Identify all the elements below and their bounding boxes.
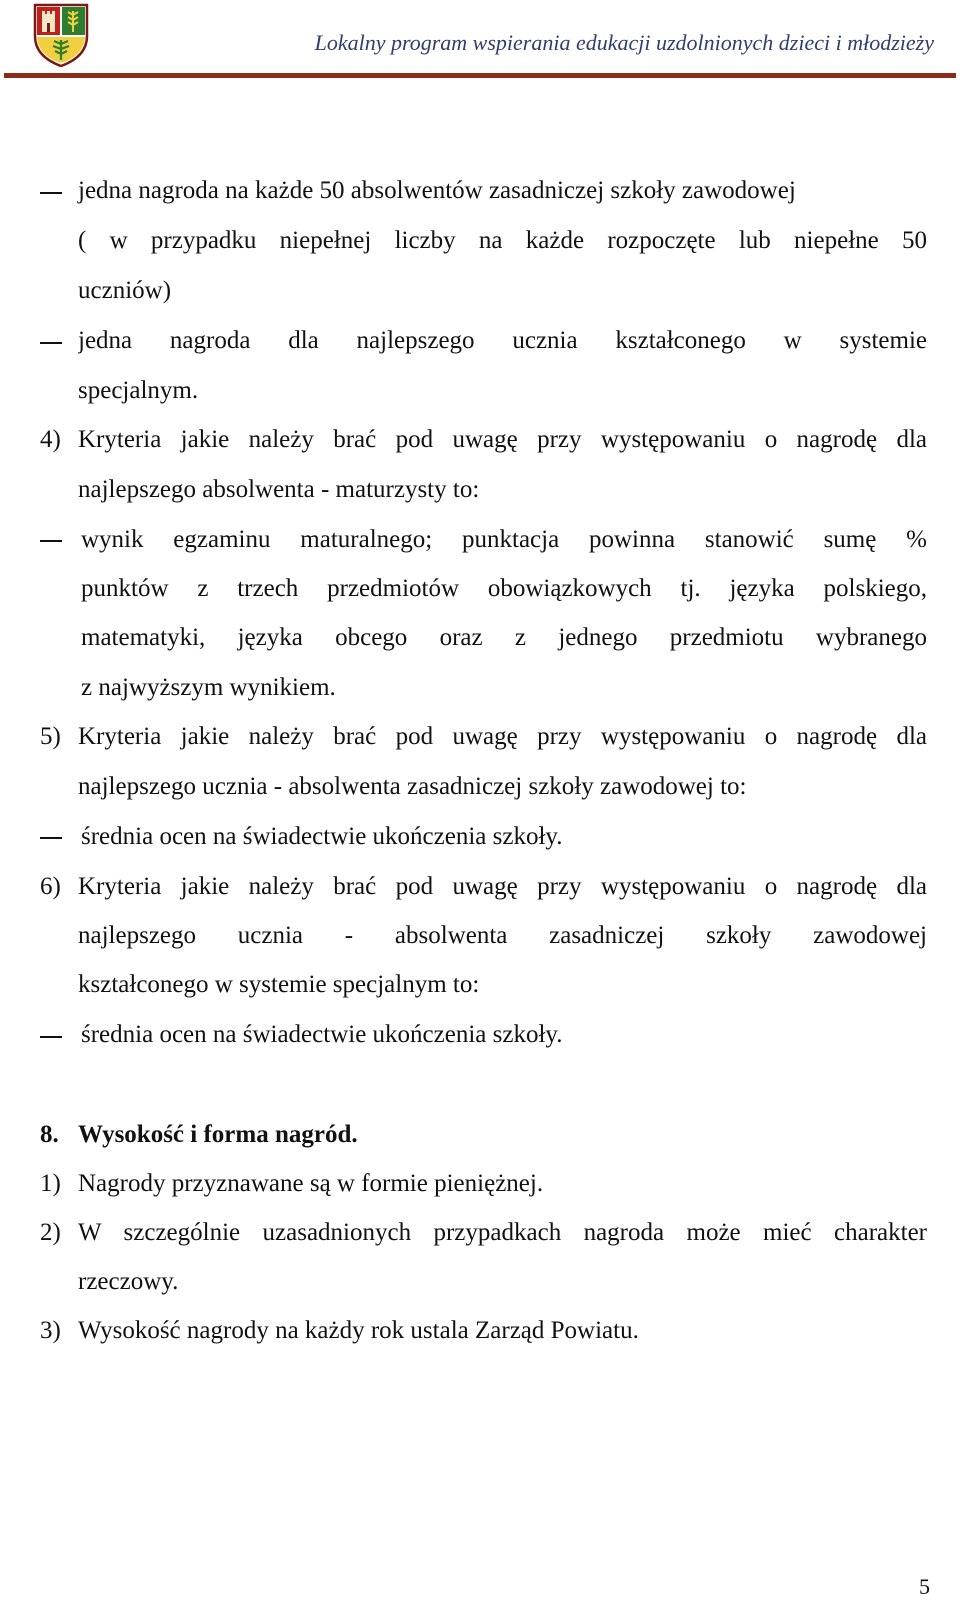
text-line: jedna nagroda na każde 50 absolwentów zasadniczej szkoły zawodowej: [78, 177, 796, 204]
text-line: Nagrody przyznawane są w formie pieniężnej.: [78, 1170, 544, 1197]
header-divider: [4, 73, 956, 78]
list-number: 5): [40, 723, 61, 750]
text-line: ( w przypadku niepełnej liczby na każde rozpoczęte lub niepełne 50: [78, 227, 927, 254]
text-line: uczniów): [78, 277, 172, 304]
text-line: Wysokość nagrody na każdy rok ustala Zarząd Powiatu.: [78, 1317, 639, 1344]
text-line: Kryteria jakie należy brać pod uwagę przy występowaniu o nagrodę dla: [78, 426, 927, 453]
list-number: 2): [40, 1219, 61, 1246]
text-line: najlepszego ucznia - absolwenta zasadniczej szkoły zawodowej to:: [78, 773, 747, 800]
document-title: Lokalny program wspierania edukacji uzdolnionych dzieci i młodzieży: [314, 30, 934, 55]
list-number: 4): [40, 426, 61, 453]
text-line: matematyki, języka obcego oraz z jednego przedmiotu wybranego: [81, 624, 927, 651]
text-line: najlepszego ucznia - absolwenta zasadniczej szkoły zawodowej: [78, 922, 927, 949]
text-line: specjalnym.: [78, 377, 199, 404]
list-number: 1): [40, 1170, 61, 1197]
text-line: średnia ocen na świadectwie ukończenia szkoły.: [81, 1021, 563, 1048]
text-line: W szczególnie uzasadnionych przypadkach nagroda może mieć charakter: [78, 1219, 927, 1246]
text-line: średnia ocen na świadectwie ukończenia szkoły.: [81, 823, 563, 850]
dash-bullet: [40, 540, 62, 542]
page-header: [0, 0, 960, 80]
list-number: 3): [40, 1317, 61, 1344]
section-number: 8.: [40, 1121, 59, 1148]
coat-of-arms-icon: [32, 2, 90, 68]
text-line: kształconego w systemie specjalnym to:: [78, 971, 480, 998]
page-number: 5: [919, 1574, 930, 1599]
list-number: 6): [40, 873, 61, 900]
text-line: jedna nagroda dla najlepszego ucznia kształconego w systemie: [78, 327, 927, 354]
text-line: rzeczowy.: [78, 1268, 179, 1295]
dash-bullet: [40, 837, 62, 839]
text-line: z najwyższym wynikiem.: [81, 674, 336, 701]
text-line: Kryteria jakie należy brać pod uwagę przy występowaniu o nagrodę dla: [78, 873, 927, 900]
text-line: najlepszego absolwenta - maturzysty to:: [78, 476, 480, 503]
dash-bullet: [40, 192, 62, 194]
section-heading: Wysokość i forma nagród.: [78, 1121, 358, 1148]
text-line: Kryteria jakie należy brać pod uwagę przy występowaniu o nagrodę dla: [78, 723, 927, 750]
dash-bullet: [40, 342, 62, 344]
dash-bullet: [40, 1036, 62, 1038]
text-line: wynik egzaminu maturalnego; punktacja powinna stanowić sumę %: [81, 526, 927, 553]
text-line: punktów z trzech przedmiotów obowiązkowych tj. języka polskiego,: [81, 575, 927, 602]
